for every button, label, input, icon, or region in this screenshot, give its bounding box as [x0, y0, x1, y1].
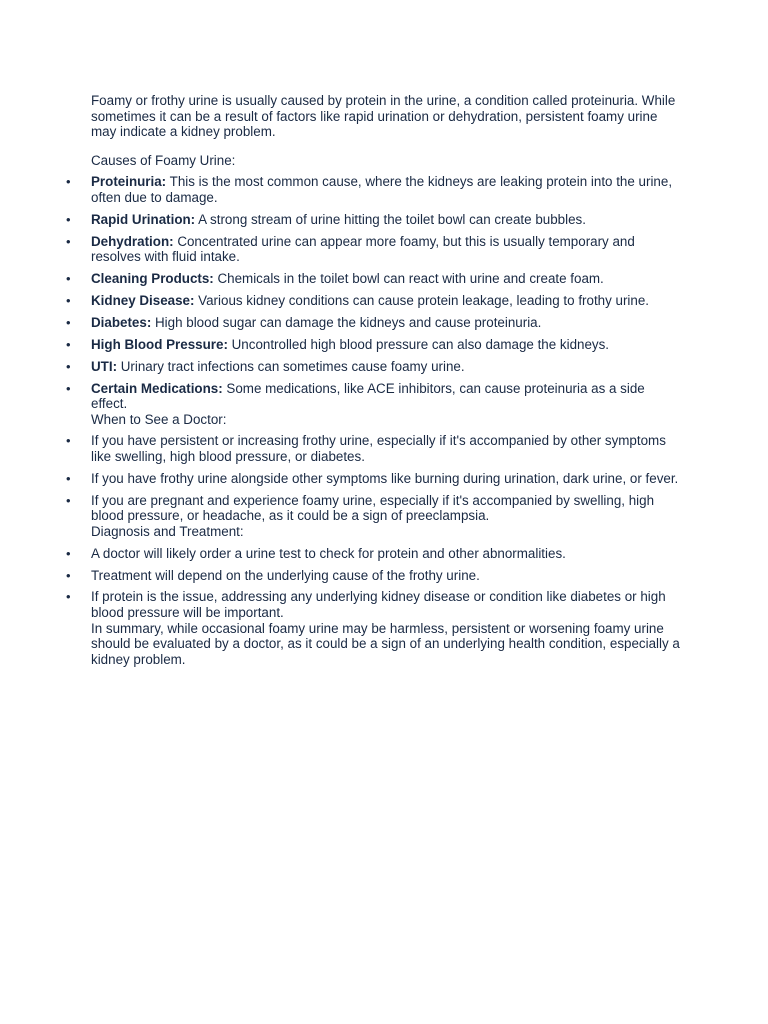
summary-paragraph: In summary, while occasional foamy urine may be harmless, persistent or worsening foamy urine should be evaluated by a doctor, as it could be a sign of an underlying health condition, especially a kidney problem. — [91, 620, 680, 667]
diagnosis-item-text: A doctor will likely order a urine test to check for protein and other abnormalities. — [91, 545, 566, 561]
list-item — [66, 545, 683, 562]
list-item — [66, 433, 683, 465]
list-item — [66, 492, 683, 540]
bullet-icon: • — [66, 293, 71, 309]
list-item — [66, 315, 683, 331]
list-item — [66, 271, 683, 287]
list-item — [66, 380, 683, 428]
list-item — [66, 293, 683, 309]
cause-term: Proteinuria: — [91, 174, 167, 190]
causes-list — [66, 174, 683, 427]
cause-description: A strong stream of urine hitting the toilet bowl can create bubbles. — [195, 211, 586, 227]
bullet-icon: • — [66, 336, 71, 352]
doctor-item-text: If you have frothy urine alongside other symptoms like burning during urination, dark urine, or fever. — [91, 470, 679, 486]
doctor-list — [66, 433, 683, 540]
cause-description: Uncontrolled high blood pressure can also damage the kidneys. — [227, 336, 610, 352]
cause-description: Various kidney conditions can cause protein leakage, leading to frothy urine. — [194, 293, 650, 309]
bullet-icon: • — [66, 567, 71, 583]
list-item — [66, 358, 683, 375]
cause-term: Dehydration: — [91, 233, 174, 249]
bullet-icon: • — [66, 433, 71, 449]
list-item — [66, 174, 683, 205]
doctor-heading: When to See a Doctor: — [91, 411, 227, 427]
cause-description: Chemicals in the toilet bowl can react with urine and create foam. — [213, 271, 604, 287]
bullet-icon: • — [66, 589, 71, 605]
document-body — [66, 93, 683, 667]
cause-description: Some medications, like ACE inhibitors, can cause proteinuria as a side effect. — [91, 380, 645, 412]
cause-term: Certain Medications: — [91, 380, 223, 396]
diagnosis-item-text: If protein is the issue, addressing any underlying kidney disease or condition like diabetes or high blood pressure will be important. — [91, 589, 666, 620]
cause-description: High blood sugar can damage the kidneys and cause proteinuria. — [151, 315, 542, 331]
cause-term: High Blood Pressure: — [91, 336, 228, 352]
bullet-icon: • — [66, 233, 71, 249]
diagnosis-list — [66, 545, 683, 668]
bullet-icon: • — [66, 271, 71, 287]
diagnosis-heading: Diagnosis and Treatment: — [91, 524, 244, 540]
doctor-item-text: If you have persistent or increasing frothy urine, especially if it's accompanied by other symptoms like swelling, high blood pressure, or diabetes. — [91, 433, 666, 465]
list-item — [66, 336, 683, 353]
intro-paragraph: Foamy or frothy urine is usually caused by protein in the urine, a condition called proteinuria. While sometimes it can be a result of factors like rapid urination or dehydration, persistent foamy urine may indicate a kidney problem. — [91, 93, 676, 140]
cause-term: UTI: — [91, 358, 118, 374]
bullet-icon: • — [66, 492, 71, 508]
cause-term: Cleaning Products: — [91, 271, 214, 287]
cause-term: Rapid Urination: — [91, 211, 196, 227]
bullet-icon: • — [66, 211, 71, 227]
diagnosis-item-text: Treatment will depend on the underlying cause of the frothy urine. — [91, 567, 480, 583]
list-item — [66, 233, 683, 265]
doctor-item-text: If you are pregnant and experience foamy urine, especially if it's accompanied by swelling, high blood pressure, or headache, as it could be a sign of preeclampsia. — [91, 492, 655, 524]
list-item — [66, 589, 683, 667]
bullet-icon: • — [66, 380, 71, 396]
cause-description: This is the most common cause, where the kidneys are leaking protein into the urine, often due to damage. — [91, 174, 673, 205]
list-item — [66, 470, 683, 487]
bullet-icon: • — [66, 470, 71, 486]
list-item — [66, 211, 683, 228]
bullet-icon: • — [66, 545, 71, 561]
list-item — [66, 567, 683, 584]
cause-description: Concentrated urine can appear more foamy, but this is usually temporary and resolves with fluid intake. — [91, 233, 635, 265]
causes-heading: Causes of Foamy Urine: — [91, 152, 236, 168]
cause-term: Kidney Disease: — [91, 293, 195, 309]
bullet-icon: • — [66, 358, 71, 374]
cause-term: Diabetes: — [91, 315, 152, 331]
bullet-icon: • — [66, 174, 71, 190]
cause-description: Urinary tract infections can sometimes cause foamy urine. — [117, 358, 465, 374]
bullet-icon: • — [66, 315, 71, 331]
